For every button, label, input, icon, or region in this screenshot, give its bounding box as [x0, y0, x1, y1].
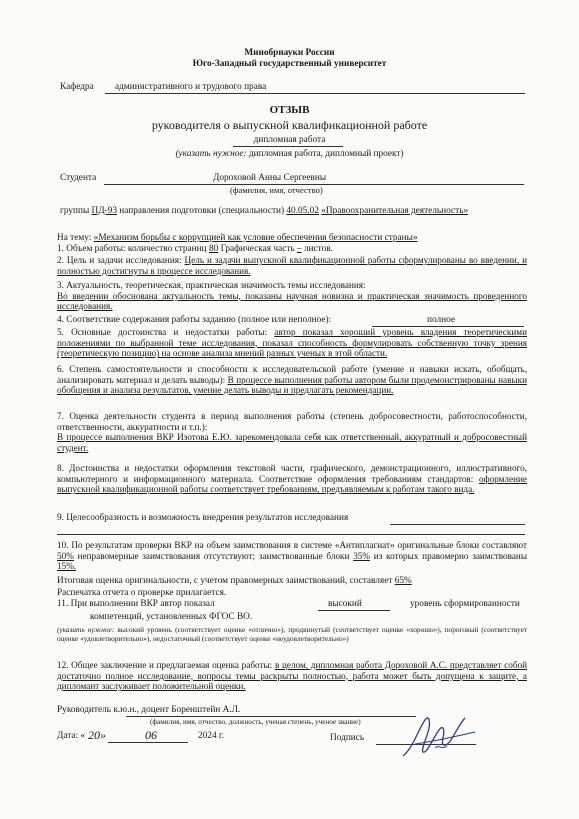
document-title: ОТЗЫВ [269, 104, 310, 116]
date-year: 2024 г. [198, 731, 225, 741]
university-header: Юго-Западный государственный университет [192, 59, 387, 69]
item-9-underline-2 [57, 534, 525, 535]
item-11-competencies: компетенций, установленных ФГОС ВО. [90, 612, 253, 622]
final-originality: Итоговая оценка оригинальности, с учетом правомерных заимствований, составляет 65% [57, 576, 412, 586]
work-type-underline [233, 146, 343, 147]
date-month: 06 [145, 728, 157, 742]
signature-label: Подпись [330, 733, 365, 743]
student-name: Дороховой Анны Сергеевны [213, 173, 327, 183]
supervisor-underline [126, 716, 416, 717]
student-label: Студента [60, 173, 97, 183]
work-type-hint: (указать нужное: дипломная работа, дипломный проект) [175, 149, 404, 159]
date-day: 20» [88, 728, 106, 742]
item-4-compliance: 4. Соответствие содержания работы заданию (полное или неполное): [57, 315, 332, 325]
date-label: Дата: « [57, 731, 86, 741]
department-underline [105, 93, 525, 94]
topic-line: На тему: «Механизм борьбы с коррупцией как условие обеспечения безопасности страны» [57, 233, 418, 243]
item-11-level: высокий [328, 599, 362, 609]
item-2-goal: 2. Цель и задачи исследования: Цель и задачи выпускной квалификационной работы сформулированы во введении, и полностью достигнуты в процессе исследования. [57, 255, 527, 276]
item-11-tail: уровень сформированности [410, 599, 520, 609]
item-10-originality: 10. По результатам проверки ВКР на объем заимствования в системе «Антиплагиат» оригинальные блоки составляют 50% неправомерные заимствования отсутствуют; заимствованные блоки 35% из которых правомерно заимствованы 15%. [57, 540, 528, 572]
supervisor-line: Руководитель к.ю.н., доцент Боренштейн А.Л. [57, 705, 241, 715]
student-hint: (фамилия, имя, отчество) [230, 185, 323, 195]
handwritten-signature-icon [395, 708, 485, 763]
item-7-assessment: 7. Оценка деятельности студента в период выполнения работы (степень добросовестности, работоспособности, ответственности, аккуратности и т.п.): В процессе выполнения ВКР Изотова Е.Ю. зарекомендовала себя как ответственный, аккуратный и добросовестный студент. [57, 411, 527, 453]
item-11-competence: 11. При выполнении ВКР автор показал [57, 599, 215, 609]
document-subtitle: руководителя о выпускной квалификационной работе [151, 118, 428, 132]
work-type: дипломная работа [253, 135, 326, 145]
item-11-scale: (указать нужное: высокий уровень (соответствует оценке «отлично»), продвинутый (соответствует оценке «хорошо»), пороговый (соответствует оценке «удовлетворительно»), недостаточный (соответствует оценке «неудовлетворительно») [57, 625, 527, 643]
ministry-header: Минобрнауки России [244, 48, 335, 58]
date-underline [108, 742, 188, 743]
item-11-underline [318, 610, 390, 611]
item-1-pages: 1. Объем работы: количество страниц 80 Графическая часть – листов. [57, 244, 333, 254]
item-8-design: 8. Достоинства и недостатки оформления текстовой части, графического, демонстрационного, иллюстративного, компьютерного и информационного материала. Соответствие оформления требованиям стандартов: оформление выпускной квалификационной работы соответствует требованиям, предъявляемым к работам такого вида. [57, 463, 527, 495]
item-9-feasibility: 9. Целесообразность и возможность внедрения результатов исследования [57, 513, 349, 523]
item-4-value: полное [427, 315, 456, 325]
item-5-merits: 5. Основные достоинства и недостатки работы: автор показал хороший уровень владения теоретическими положениями по выбранной теме исследования, показал способность формулировать собственную точку зрения (теоретическую позицию) на основе анализа мнений разных ученых в этой области. [57, 327, 527, 359]
report-attached: Распечатка отчета о проверке прилагается. [57, 588, 227, 598]
department-value: административного и трудового права [115, 82, 267, 92]
item-3-relevance: 3. Актуальность, теоретическая, практическая значимость темы исследования: Во введении обоснована актуальность темы, показаны научная новизна и практическая значимость проведенного исследования. [57, 280, 527, 312]
item-6-independence: 6. Степень самостоятельности и способности к исследовательской работе (умение и навыки искать, обобщать, анализировать материал и делать выводы): В процессе выполнения работы автором были продемонстрированы навыки обобщения и анализа результатов, умение делать выводы и предлагать рекомендации. [57, 364, 527, 396]
department-label: Кафедра [60, 82, 94, 92]
item-9-underline [390, 524, 525, 525]
supervisor-hint: (фамилия, имя, отчество, должность, ученая степень, ученое звание) [150, 718, 361, 726]
group-line: группы ПД-93 направления подготовки (специальности) 40.05.02 «Правоохранительная деятельность» [60, 206, 469, 216]
item-12-conclusion: 12. Общее заключение и предлагаемая оценка работы: в целом, дипломная работа Дороховой А.С. представляет собой достаточно полное исследование, вопросы темы раскрыты полностью, работа может быть допущена к защите, а дипломант заслуживает положительной оценки. [57, 660, 528, 692]
